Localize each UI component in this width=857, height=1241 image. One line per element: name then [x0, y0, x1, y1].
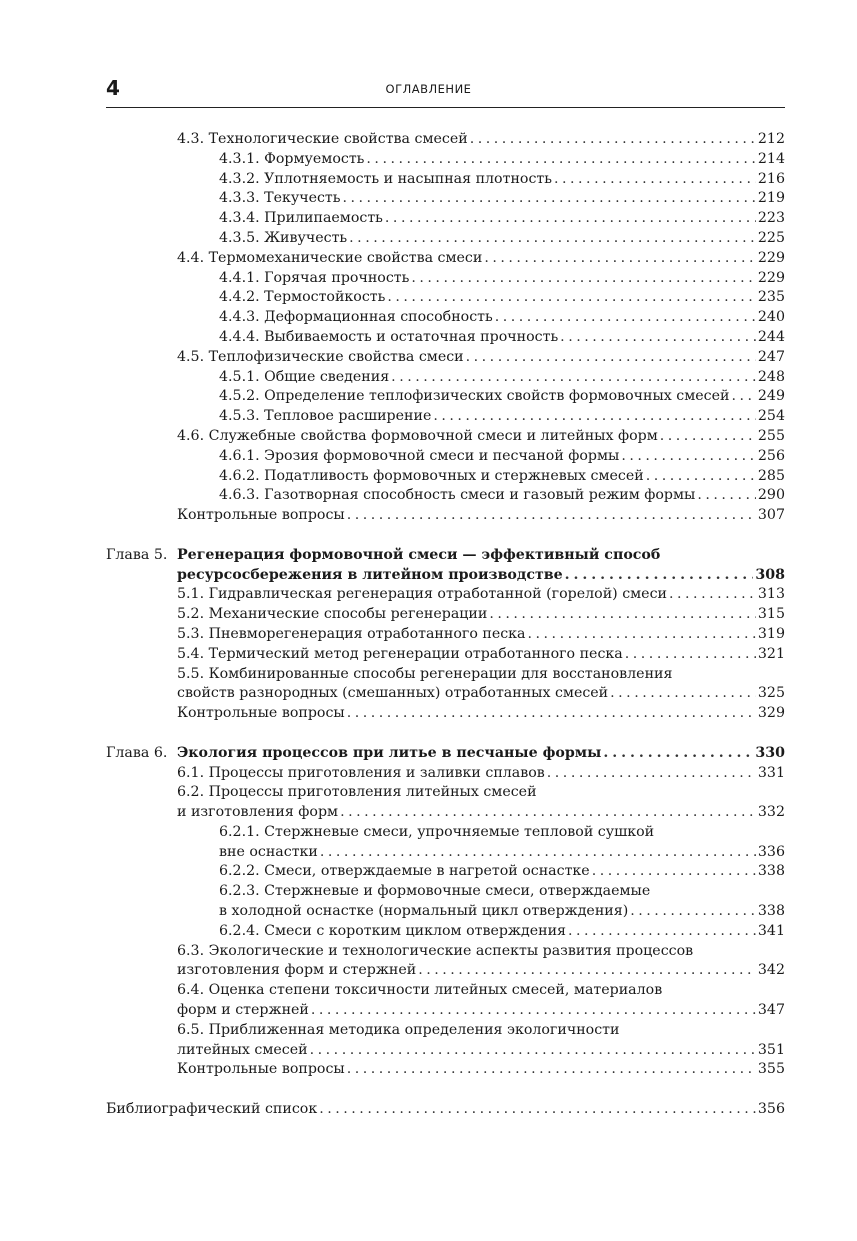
- toc-entry-page: 229: [757, 269, 785, 286]
- toc-entry[interactable]: [0, 189, 857, 209]
- toc-entry-page: 315: [757, 606, 785, 623]
- toc-entry-page: 290: [757, 487, 785, 504]
- chapter-label: Глава 5.: [106, 546, 168, 563]
- toc-entry-page: 225: [757, 229, 785, 246]
- leader-dots: [547, 764, 756, 784]
- toc-entry-page: 347: [757, 1002, 785, 1019]
- chapter-label: Глава 6.: [106, 744, 168, 761]
- toc-entry[interactable]: [0, 645, 857, 665]
- toc-entry[interactable]: [0, 486, 857, 506]
- toc-entry-page: 216: [757, 170, 785, 187]
- toc-entry[interactable]: [0, 764, 857, 784]
- leader-dots: [418, 961, 756, 981]
- chapter-title: Экология процессов при литье в песчаные формы: [177, 744, 602, 761]
- toc-entry-title: 4.4.4. Выбиваемость и остаточная прочность: [219, 328, 559, 345]
- toc-entry[interactable]: [0, 862, 857, 882]
- toc-entry-title: вне оснастки: [219, 843, 318, 860]
- toc-entry-title: 5.5. Комбинированные способы регенерации для восстановления: [177, 665, 673, 682]
- toc-entry[interactable]: [0, 605, 857, 625]
- toc-entry-title: форм и стержней: [177, 1002, 309, 1019]
- toc-entry[interactable]: [0, 387, 857, 407]
- toc-entry-page: 313: [757, 586, 785, 603]
- toc-entry-cont[interactable]: [0, 1001, 857, 1021]
- toc-entry-title: 4.4.2. Термостойкость: [219, 289, 386, 306]
- toc-entry-title: 4.6.1. Эрозия формовочной смеси и песчаной формы: [219, 447, 620, 464]
- toc-entry-cont[interactable]: [0, 843, 857, 863]
- toc-entry-title: 4.4. Термомеханические свойства смеси: [177, 249, 483, 266]
- toc-entry-title: изготовления форм и стержней: [177, 962, 417, 979]
- toc-entry-page: 329: [757, 705, 785, 722]
- toc-entry-page: 341: [757, 922, 785, 939]
- leader-dots: [592, 862, 756, 882]
- toc-entry-page: 249: [757, 388, 785, 405]
- toc-entry-title: 4.3.3. Текучесть: [219, 190, 341, 207]
- toc-entry-page: 235: [757, 289, 785, 306]
- toc-entry-title: 4.3.4. Прилипаемость: [219, 210, 383, 227]
- chapter-heading[interactable]: [0, 744, 857, 764]
- toc-entry-page: 356: [757, 1101, 785, 1118]
- toc-entry-page: 338: [757, 863, 785, 880]
- toc-entry-page: 247: [757, 348, 785, 365]
- leader-dots: [411, 269, 756, 289]
- leader-dots: [630, 902, 756, 922]
- toc-entry[interactable]: [0, 407, 857, 427]
- leader-dots: [470, 130, 756, 150]
- leader-dots: [484, 249, 756, 269]
- toc-entry-page: 255: [757, 427, 785, 444]
- toc-entry-title: Контрольные вопросы: [177, 1061, 345, 1078]
- leader-dots: [366, 150, 756, 170]
- leader-dots: [340, 803, 756, 823]
- toc-entry-title: свойств разнородных (смешанных) отработанных смесей: [177, 685, 609, 702]
- toc-entry-page: 244: [757, 328, 785, 345]
- leader-dots: [347, 1060, 756, 1080]
- toc-entry[interactable]: [0, 447, 857, 467]
- toc-entry-title: 6.2.4. Смеси с коротким циклом отверждения: [219, 922, 566, 939]
- toc-entry-page: 336: [757, 843, 785, 860]
- leader-dots: [697, 486, 756, 506]
- toc-entry-page: 319: [757, 625, 785, 642]
- toc-entry[interactable]: [0, 308, 857, 328]
- toc-entry[interactable]: [0, 665, 857, 685]
- toc-entry-title: литейных смесей: [177, 1041, 308, 1058]
- toc-entry-title: 4.5.1. Общие сведения: [219, 368, 390, 385]
- leader-dots: [660, 427, 756, 447]
- leader-dots: [466, 348, 756, 368]
- leader-dots: [433, 407, 756, 427]
- toc-entry-page: 355: [757, 1061, 785, 1078]
- toc-entry[interactable]: [0, 1060, 857, 1080]
- toc-entry[interactable]: [0, 506, 857, 526]
- toc-entry-page: 248: [757, 368, 785, 385]
- leader-dots: [646, 467, 756, 487]
- toc-entry-title: 5.3. Пневморегенерация отработанного песка: [177, 625, 526, 642]
- leader-dots: [621, 447, 756, 467]
- toc-entry[interactable]: [0, 150, 857, 170]
- leader-dots: [319, 1100, 756, 1120]
- leader-dots: [391, 368, 756, 388]
- leader-dots: [320, 843, 756, 863]
- toc-entry-page: 256: [757, 447, 785, 464]
- toc-entry-title: 4.5. Теплофизические свойства смеси: [177, 348, 464, 365]
- leader-dots: [385, 209, 756, 229]
- toc-entry[interactable]: [0, 209, 857, 229]
- leader-dots: [495, 308, 756, 328]
- running-title: ОГЛАВЛЕНИЕ: [385, 82, 472, 96]
- toc-entry-title: 4.6.3. Газотворная способность смеси и газовый режим формы: [219, 487, 696, 504]
- leader-dots: [625, 645, 756, 665]
- toc-entry[interactable]: [0, 922, 857, 942]
- toc-entry-page: 212: [757, 131, 785, 147]
- toc-entry-title: и изготовления форм: [177, 804, 339, 821]
- leader-dots: [349, 229, 756, 249]
- toc-entry-page: 240: [757, 309, 785, 326]
- toc-entry[interactable]: [0, 288, 857, 308]
- leader-dots: [489, 605, 756, 625]
- chapter-title-line2: ресурсосбережения в литейном производстве: [177, 566, 563, 583]
- toc-entry-page: 254: [757, 408, 785, 425]
- toc-entry-title: 5.2. Механические способы регенерации: [177, 606, 488, 623]
- toc-entry-title: 6.1. Процессы приготовления и заливки сплавов: [177, 764, 545, 781]
- toc-entry[interactable]: [0, 328, 857, 348]
- toc-entry-page: 229: [757, 249, 785, 266]
- toc-entry-page: 321: [757, 645, 785, 662]
- toc-entry-page: 342: [757, 962, 785, 979]
- toc-entry[interactable]: [0, 981, 857, 1001]
- toc-entry-page: 308: [755, 566, 785, 583]
- toc-entry[interactable]: [0, 170, 857, 190]
- toc-entry-title: 6.2.3. Стержневые и формовочные смеси, отверждаемые: [219, 883, 651, 900]
- toc-entry[interactable]: [0, 249, 857, 269]
- toc-entry-cont[interactable]: [0, 1041, 857, 1061]
- toc-entry-title: 4.6.2. Податливость формовочных и стержневых смесей: [219, 467, 644, 484]
- leader-dots: [343, 189, 756, 209]
- toc-entry[interactable]: [0, 1021, 857, 1041]
- toc-entry-title: 4.4.3. Деформационная способность: [219, 309, 493, 326]
- leader-dots: [603, 744, 753, 764]
- toc-entry-title: 5.4. Термический метод регенерации отработанного песка: [177, 645, 623, 662]
- toc-entry[interactable]: [0, 427, 857, 447]
- toc-entry-title: 5.1. Гидравлическая регенерация отработанной (горелой) смеси: [177, 586, 667, 603]
- toc-entry-cont[interactable]: [0, 684, 857, 704]
- toc-entry[interactable]: [0, 130, 857, 150]
- leader-dots: [610, 684, 756, 704]
- toc-entry[interactable]: [0, 704, 857, 724]
- leader-dots: [669, 585, 756, 605]
- leader-dots: [568, 922, 756, 942]
- toc-entry[interactable]: [0, 348, 857, 368]
- toc-entry-page: 330: [755, 744, 785, 761]
- toc-entry[interactable]: [0, 229, 857, 249]
- toc-entry-title: 4.3.2. Уплотняемость и насыпная плотность: [219, 170, 552, 187]
- toc-entry[interactable]: [0, 467, 857, 487]
- toc-entry-page: 219: [757, 190, 785, 207]
- leader-dots: [528, 625, 756, 645]
- toc-entry-title: 4.4.1. Горячая прочность: [219, 269, 410, 286]
- toc-entry-title: 4.3.5. Живучесть: [219, 229, 348, 246]
- toc-entry[interactable]: [0, 823, 857, 843]
- chapter-heading[interactable]: [0, 546, 857, 566]
- toc-entry-title: 4.5.3. Тепловое расширение: [219, 408, 432, 425]
- toc-entry-page: 338: [757, 903, 785, 920]
- leader-dots: [731, 387, 755, 407]
- chapter-title-line1: Регенерация формовочной смеси — эффективный способ: [177, 546, 661, 563]
- toc-entry-page: 332: [757, 804, 785, 821]
- toc-entry-page: 331: [757, 764, 785, 781]
- toc-entry-page: 214: [757, 150, 785, 167]
- toc-entry-cont[interactable]: [0, 902, 857, 922]
- table-of-contents: [0, 130, 857, 1120]
- toc-entry-cont[interactable]: [0, 803, 857, 823]
- toc-entry-title: Контрольные вопросы: [177, 507, 345, 524]
- toc-entry-title: 4.5.2. Определение теплофизических свойств формовочных смесей: [219, 388, 730, 405]
- toc-entry-title: 6.2. Процессы приготовления литейных смесей: [177, 784, 537, 801]
- toc-entry-title: 6.3. Экологические и технологические аспекты развития процессов: [177, 942, 694, 959]
- leader-dots: [347, 704, 756, 724]
- toc-entry-title: в холодной оснастке (нормальный цикл отверждения): [219, 903, 629, 920]
- toc-entry-page: 351: [757, 1041, 785, 1058]
- page-number: 4: [106, 76, 120, 100]
- leader-dots: [387, 288, 756, 308]
- toc-entry[interactable]: [0, 269, 857, 289]
- toc-entry-title: Контрольные вопросы: [177, 705, 345, 722]
- header-rule: [106, 107, 785, 108]
- toc-entry-title: Библиографический список: [106, 1101, 318, 1118]
- toc-entry-title: 4.3.1. Формуемость: [219, 150, 365, 167]
- toc-entry[interactable]: [0, 625, 857, 645]
- chapter-heading-cont[interactable]: [0, 566, 857, 586]
- leader-dots: [310, 1041, 756, 1061]
- toc-entry[interactable]: [0, 942, 857, 962]
- toc-entry-title: 6.2.1. Стержневые смеси, упрочняемые тепловой сушкой: [219, 823, 655, 840]
- toc-entry-page: 325: [757, 685, 785, 702]
- toc-entry-title: 4.3. Технологические свойства смесей: [177, 131, 468, 147]
- toc-entry-title: 6.2.2. Смеси, отверждаемые в нагретой оснастке: [219, 863, 590, 880]
- leader-dots: [347, 506, 756, 526]
- toc-entry-page: 223: [757, 210, 785, 227]
- leader-dots: [311, 1001, 756, 1021]
- toc-entry-bibliography[interactable]: [0, 1100, 857, 1120]
- toc-entry[interactable]: [0, 368, 857, 388]
- leader-dots: [554, 170, 756, 190]
- leader-dots: [565, 566, 754, 586]
- toc-entry[interactable]: [0, 783, 857, 803]
- toc-entry-title: 6.4. Оценка степени токсичности литейных смесей, материалов: [177, 982, 663, 999]
- toc-entry-title: 6.5. Приближенная методика определения экологичности: [177, 1021, 620, 1038]
- toc-entry-page: 307: [757, 507, 785, 524]
- toc-entry[interactable]: [0, 882, 857, 902]
- toc-entry[interactable]: [0, 585, 857, 605]
- toc-entry-cont[interactable]: [0, 961, 857, 981]
- leader-dots: [560, 328, 756, 348]
- toc-entry-title: 4.6. Служебные свойства формовочной смеси и литейных форм: [177, 427, 658, 444]
- toc-entry-page: 285: [757, 467, 785, 484]
